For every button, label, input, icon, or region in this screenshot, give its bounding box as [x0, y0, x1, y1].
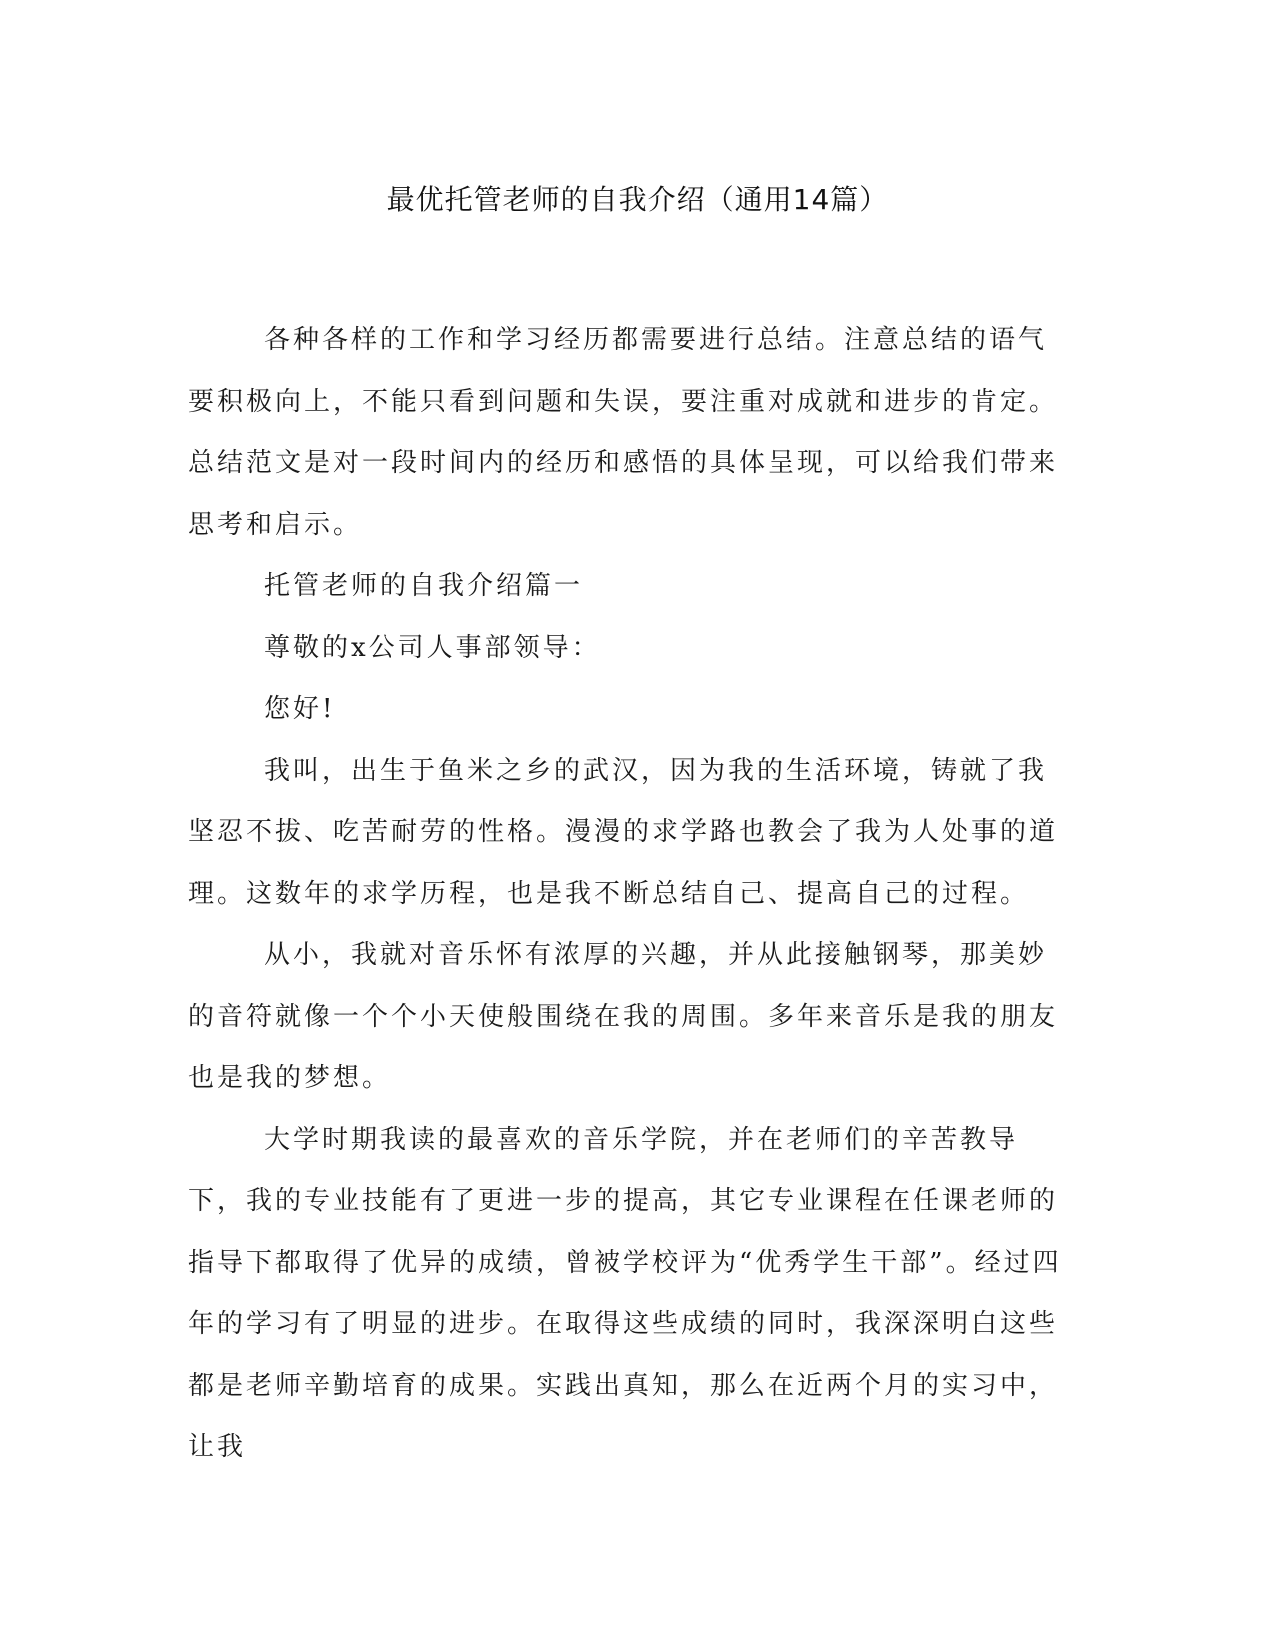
body-paragraph: 从小，我就对音乐怀有浓厚的兴趣，并从此接触钢琴，那美妙的音符就像一个个小天使般围绕在我的周围。多年来音乐是我的朋友也是我的梦想。	[188, 940, 1059, 1093]
document-body	[188, 310, 1068, 1479]
document-title: 最优托管老师的自我介绍（通用14篇）	[386, 183, 889, 216]
section-heading: 托管老师的自我介绍篇一	[264, 571, 584, 601]
body-paragraph: 大学时期我读的最喜欢的音乐学院，并在老师们的辛苦教导下，我的专业技能有了更进一步的提高，其它专业课程在任课老师的指导下都取得了优异的成绩，曾被学校评为“优秀学生干部”。经过四年的学习有了明显的进步。在取得这些成绩的同时，我深深明白这些都是老师辛勤培育的成果。实践出真知，那么在近两个月的实习中，让我	[188, 1124, 1062, 1462]
salutation: 尊敬的x公司人事部领导：	[264, 632, 601, 663]
intro-paragraph: 各种各样的工作和学习经历都需要进行总结。注意总结的语气要积极向上，不能只看到问题和失误，要注重对成就和进步的肯定。总结范文是对一段时间内的经历和感悟的具体呈现，可以给我们带来思考和启示。	[188, 325, 1059, 540]
body-paragraph: 我叫，出生于鱼米之乡的武汉，因为我的生活环境，铸就了我坚忍不拔、吃苦耐劳的性格。漫漫的求学路也教会了我为人处事的道理。这数年的求学历程，也是我不断总结自己、提高自己的过程。	[188, 755, 1059, 909]
greeting: 您好!	[264, 694, 336, 724]
